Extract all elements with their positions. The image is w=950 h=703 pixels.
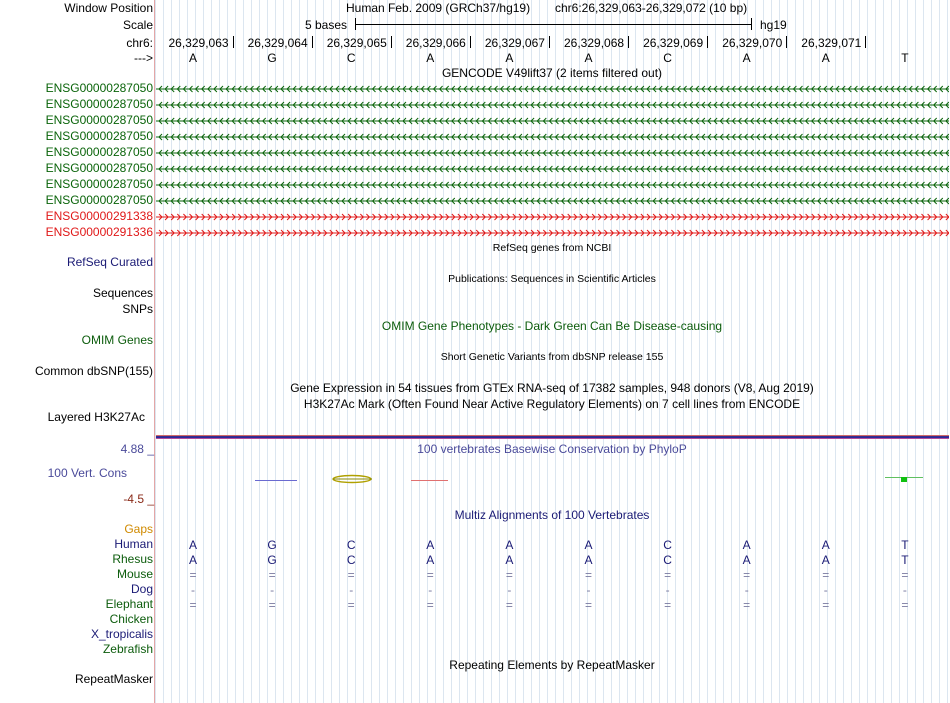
coordinate-label: 26,329,067 <box>484 36 545 50</box>
alignment-species-label[interactable]: Human <box>114 537 153 551</box>
omim-title: OMIM Gene Phenotypes - Dark Green Can Be Disease-causing <box>381 319 723 333</box>
base-letter: A <box>426 51 435 65</box>
alignment-base: = <box>189 568 197 582</box>
gencode-gene-label[interactable]: ENSG00000291338 <box>45 209 153 223</box>
alignment-base: A <box>584 553 593 567</box>
gencode-gene-label[interactable]: ENSG00000287050 <box>45 193 153 207</box>
gencode-strand-line[interactable] <box>156 84 949 94</box>
alignment-base: - <box>744 583 749 597</box>
alignment-base: = <box>347 568 355 582</box>
coordinate-label: 26,329,063 <box>168 36 229 50</box>
gencode-gene-label[interactable]: ENSG00000291336 <box>45 225 153 239</box>
gencode-strand-line[interactable] <box>156 212 949 222</box>
gencode-strand-line[interactable] <box>156 180 949 190</box>
gencode-strand-line[interactable] <box>156 164 949 174</box>
alignment-base: A <box>426 553 435 567</box>
base-letter: G <box>267 51 277 65</box>
alignment-base: = <box>664 568 672 582</box>
phylop-peak-t <box>901 477 907 482</box>
gencode-strand-line[interactable] <box>156 148 949 158</box>
h3k27ac-title: H3K27Ac Mark (Often Found Near Active Regulatory Elements) on 7 cell lines from ENCODE <box>303 397 801 411</box>
alignment-base: C <box>346 538 356 552</box>
alignment-base: - <box>349 583 354 597</box>
base-letter: A <box>584 51 593 65</box>
repeat-label[interactable]: RepeatMasker <box>74 672 153 686</box>
dbsnp-title: Short Genetic Variants from dbSNP release 155 <box>440 351 664 363</box>
alignment-base: = <box>901 598 909 612</box>
alignment-base: A <box>188 538 198 552</box>
alignment-species-label[interactable]: Dog <box>130 582 153 596</box>
alignment-species-label[interactable]: Elephant <box>105 597 153 611</box>
alignment-base: - <box>428 583 433 597</box>
h3k27ac-line-4 <box>156 438 949 439</box>
alignment-base: A <box>742 538 751 552</box>
gencode-gene-label[interactable]: ENSG00000287050 <box>45 145 153 159</box>
scale-label: Scale <box>122 18 153 32</box>
alignment-base: = <box>664 598 672 612</box>
phylop-bar-a <box>411 480 448 481</box>
scale-ruler-tick-left <box>355 18 356 30</box>
alignment-base: A <box>426 538 435 552</box>
omim-label[interactable]: OMIM Genes <box>81 333 153 347</box>
chrom-label: chr6: <box>126 36 153 50</box>
alignment-base: = <box>347 598 355 612</box>
alignment-base: = <box>822 568 830 582</box>
alignment-base: A <box>584 538 593 552</box>
alignment-base: = <box>901 568 909 582</box>
gtex-title: Gene Expression in 54 tissues from GTEx RNA-seq of 17382 samples, 948 donors (V8, Aug 2019) <box>290 381 814 395</box>
gencode-title: GENCODE V49lift37 (2 items filtered out) <box>441 66 663 80</box>
base-letter: A <box>742 51 751 65</box>
gencode-strand-line[interactable] <box>156 196 949 206</box>
phylop-title: 100 vertebrates Basewise Conservation by PhyloP <box>417 442 687 456</box>
alignment-base: - <box>270 583 275 597</box>
gencode-strand-line[interactable] <box>156 116 949 126</box>
base-letter: A <box>821 51 830 65</box>
alignment-base: A <box>821 538 830 552</box>
alignment-base: C <box>346 553 356 567</box>
alignment-base: T <box>901 553 909 567</box>
alignment-base: A <box>505 538 514 552</box>
scale-text: 5 bases <box>305 18 348 32</box>
alignment-base: = <box>268 598 276 612</box>
snps-label[interactable]: SNPs <box>122 302 153 316</box>
coordinate-label: 26,329,070 <box>722 36 783 50</box>
base-letter: A <box>188 51 198 65</box>
alignment-base: = <box>505 568 513 582</box>
alignment-base: - <box>823 583 828 597</box>
alignment-base: = <box>743 598 751 612</box>
gencode-strand-line[interactable] <box>156 228 949 238</box>
phylop-mark-c <box>332 474 374 484</box>
alignment-base: = <box>584 568 593 582</box>
alignment-base: C <box>663 538 672 552</box>
phylop-bar-g <box>255 480 297 481</box>
alignment-base: A <box>505 553 514 567</box>
base-letter: C <box>346 51 356 65</box>
alignment-base: G <box>267 538 277 552</box>
gencode-gene-label[interactable]: ENSG00000287050 <box>45 81 153 95</box>
refseq-title: RefSeq genes from NCBI <box>492 242 612 254</box>
alignment-base: C <box>663 553 672 567</box>
pubs-title: Publications: Sequences in Scientific Articles <box>448 273 656 285</box>
alignment-base: = <box>426 598 434 612</box>
gencode-strand-line[interactable] <box>156 132 949 142</box>
gencode-gene-label[interactable]: ENSG00000287050 <box>45 177 153 191</box>
alignment-species-label[interactable]: Zebrafish <box>102 642 153 656</box>
alignment-species-label[interactable]: Rhesus <box>112 552 153 566</box>
coordinate-label: 26,329,071 <box>801 36 862 50</box>
alignment-base: = <box>743 568 751 582</box>
track-left-boundary <box>154 0 155 703</box>
coordinate-label: 26,329,069 <box>643 36 704 50</box>
scale-ruler <box>355 24 752 25</box>
gencode-gene-label[interactable]: ENSG00000287050 <box>45 113 153 127</box>
refseq-label[interactable]: RefSeq Curated <box>66 255 153 269</box>
gencode-gene-label[interactable]: ENSG00000287050 <box>45 129 153 143</box>
db-text: hg19 <box>760 18 787 32</box>
alignment-species-label[interactable]: X_tropicalis <box>90 627 153 641</box>
h3k27ac-label[interactable]: Layered H3K27Ac <box>47 410 145 424</box>
alignment-species-label[interactable]: Mouse <box>116 567 153 581</box>
gencode-strand-line[interactable] <box>156 100 949 110</box>
alignment-base: - <box>191 583 195 597</box>
alignment-base: - <box>902 583 907 597</box>
alignment-base: - <box>507 583 512 597</box>
alignment-base: = <box>268 568 276 582</box>
base-letter: T <box>901 51 909 65</box>
alignment-base: A <box>821 553 830 567</box>
alignment-base: - <box>586 583 591 597</box>
repeat-title: Repeating Elements by RepeatMasker <box>449 658 655 672</box>
alignment-base: A <box>742 553 751 567</box>
coordinate-label: 26,329,065 <box>326 36 387 50</box>
gaps-label[interactable]: Gaps <box>124 522 153 536</box>
dbsnp-label[interactable]: Common dbSNP(155) <box>34 364 153 378</box>
assembly-text: Human Feb. 2009 (GRCh37/hg19) <box>346 1 531 15</box>
alignment-base: = <box>584 598 593 612</box>
base-letter: C <box>663 51 672 65</box>
alignment-base: T <box>901 538 909 552</box>
coordinate-label: 26,329,068 <box>563 36 625 50</box>
gencode-gene-label[interactable]: ENSG00000287050 <box>45 161 153 175</box>
coordinate-tick <box>865 36 866 48</box>
gencode-gene-label[interactable]: ENSG00000287050 <box>45 97 153 111</box>
cons-max: 4.88 _ <box>120 442 154 456</box>
strand-label: ---> <box>134 51 153 65</box>
position-text: chr6:26,329,063-26,329,072 (10 bp) <box>555 1 748 15</box>
cons-min: -4.5 _ <box>123 492 154 506</box>
cons-label[interactable]: 100 Vert. Cons <box>47 466 127 480</box>
alignment-base: = <box>822 598 830 612</box>
base-letter: A <box>505 51 514 65</box>
multiz-title: Multiz Alignments of 100 Vertebrates <box>454 508 650 522</box>
alignment-species-label[interactable]: Chicken <box>109 612 153 626</box>
sequences-label[interactable]: Sequences <box>92 286 153 300</box>
alignment-base: - <box>665 583 670 597</box>
scale-ruler-tick-right <box>751 18 752 30</box>
coordinate-label: 26,329,066 <box>405 36 466 50</box>
alignment-base: A <box>188 553 198 567</box>
alignment-base: = <box>189 598 197 612</box>
coordinate-label: 26,329,064 <box>247 36 308 50</box>
alignment-base: = <box>505 598 513 612</box>
window-position-label: Window Position <box>64 1 153 15</box>
alignment-base: G <box>267 553 277 567</box>
alignment-base: = <box>426 568 434 582</box>
